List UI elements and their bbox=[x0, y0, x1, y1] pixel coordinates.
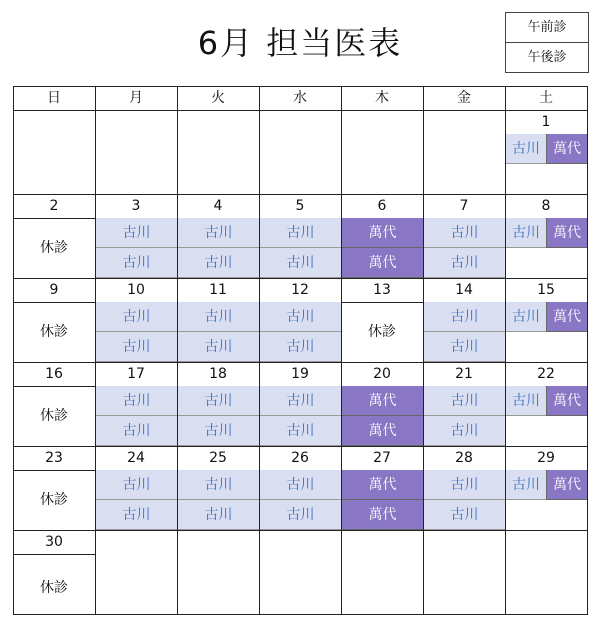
legend-morning: 午前診 bbox=[527, 20, 567, 35]
day-number: 18 bbox=[209, 366, 227, 382]
doctor-slot: 萬代 bbox=[341, 386, 423, 416]
doctor-slot: 萬代 bbox=[546, 218, 587, 248]
doctor-slot: 萬代 bbox=[546, 302, 587, 332]
doctor-slot: 古川 bbox=[95, 470, 177, 500]
doctor-slot: 古川 bbox=[505, 470, 546, 500]
doctor-slot: 古川 bbox=[177, 470, 259, 500]
doctor-slot: 萬代 bbox=[341, 470, 423, 500]
doctor-slot: 古川 bbox=[95, 248, 177, 278]
day-number: 29 bbox=[537, 450, 555, 466]
doctor-slot: 古川 bbox=[177, 386, 259, 416]
day-number: 13 bbox=[373, 282, 391, 298]
weekday-header: 水 bbox=[293, 90, 307, 106]
grid-row-line bbox=[13, 110, 588, 111]
grid-row-line bbox=[13, 86, 588, 87]
day-number: 25 bbox=[209, 450, 227, 466]
day-number: 11 bbox=[209, 282, 227, 298]
doctor-slot: 古川 bbox=[505, 386, 546, 416]
doctor-slot: 古川 bbox=[423, 218, 505, 248]
doctor-slot: 古川 bbox=[259, 500, 341, 530]
day-number: 6 bbox=[377, 198, 387, 214]
closed-label: 休診 bbox=[40, 240, 68, 256]
doctor-slot: 古川 bbox=[505, 302, 546, 332]
grid-row-line bbox=[13, 446, 588, 447]
doctor-slot: 古川 bbox=[177, 416, 259, 446]
grid-column-line bbox=[13, 86, 14, 615]
doctor-slot: 古川 bbox=[177, 500, 259, 530]
day-number: 30 bbox=[45, 534, 63, 550]
doctor-slot: 古川 bbox=[423, 386, 505, 416]
doctor-slot: 古川 bbox=[259, 470, 341, 500]
doctor-slot: 古川 bbox=[177, 248, 259, 278]
day-number: 27 bbox=[373, 450, 391, 466]
doctor-slot: 古川 bbox=[95, 386, 177, 416]
day-number: 5 bbox=[295, 198, 305, 214]
day-number: 8 bbox=[541, 198, 551, 214]
doctor-slot: 古川 bbox=[505, 218, 546, 248]
day-number: 17 bbox=[127, 366, 145, 382]
doctor-slot: 古川 bbox=[259, 302, 341, 332]
grid-row-line bbox=[13, 614, 588, 615]
doctor-slot: 古川 bbox=[177, 218, 259, 248]
doctor-slot: 古川 bbox=[423, 332, 505, 362]
closed-label: 休診 bbox=[40, 324, 68, 340]
grid-row-line bbox=[13, 278, 588, 279]
day-number: 22 bbox=[537, 366, 555, 382]
doctor-slot: 古川 bbox=[95, 416, 177, 446]
weekday-header: 木 bbox=[375, 90, 389, 106]
session-legend bbox=[505, 12, 589, 73]
calendar-grid bbox=[13, 86, 587, 615]
doctor-slot: 萬代 bbox=[341, 218, 423, 248]
grid-column-line bbox=[505, 86, 506, 615]
day-number: 10 bbox=[127, 282, 145, 298]
day-number: 2 bbox=[49, 198, 59, 214]
doctor-slot: 萬代 bbox=[546, 386, 587, 416]
doctor-slot: 古川 bbox=[505, 134, 546, 164]
weekday-header: 金 bbox=[457, 90, 471, 106]
doctor-slot: 古川 bbox=[95, 332, 177, 362]
doctor-slot: 古川 bbox=[259, 416, 341, 446]
grid-column-line bbox=[177, 86, 178, 615]
doctor-slot: 古川 bbox=[95, 302, 177, 332]
grid-row-line bbox=[13, 194, 588, 195]
closed-label: 休診 bbox=[40, 408, 68, 424]
doctor-slot: 古川 bbox=[259, 386, 341, 416]
day-number: 19 bbox=[291, 366, 309, 382]
day-number: 28 bbox=[455, 450, 473, 466]
day-number: 21 bbox=[455, 366, 473, 382]
doctor-slot: 古川 bbox=[259, 218, 341, 248]
day-number: 23 bbox=[45, 450, 63, 466]
closed-label: 休診 bbox=[368, 324, 396, 340]
day-number: 12 bbox=[291, 282, 309, 298]
doctor-slot: 古川 bbox=[259, 248, 341, 278]
weekday-header: 土 bbox=[539, 90, 553, 106]
doctor-slot: 古川 bbox=[95, 500, 177, 530]
doctor-slot: 古川 bbox=[95, 218, 177, 248]
weekday-header: 月 bbox=[129, 90, 143, 106]
weekday-header: 日 bbox=[47, 90, 61, 106]
day-number: 24 bbox=[127, 450, 145, 466]
doctor-slot: 萬代 bbox=[341, 500, 423, 530]
doctor-slot: 古川 bbox=[177, 332, 259, 362]
doctor-slot: 古川 bbox=[423, 500, 505, 530]
grid-column-line bbox=[423, 86, 424, 615]
day-number: 4 bbox=[213, 198, 223, 214]
doctor-slot: 古川 bbox=[259, 332, 341, 362]
doctor-slot: 古川 bbox=[423, 470, 505, 500]
doctor-slot: 萬代 bbox=[546, 470, 587, 500]
page-title: 6月 担当医表 bbox=[197, 24, 403, 62]
grid-column-line bbox=[587, 86, 588, 615]
doctor-slot: 古川 bbox=[177, 302, 259, 332]
day-number: 26 bbox=[291, 450, 309, 466]
closed-label: 休診 bbox=[40, 580, 68, 596]
day-number: 7 bbox=[459, 198, 469, 214]
grid-column-line bbox=[341, 86, 342, 615]
doctor-slot: 古川 bbox=[423, 416, 505, 446]
day-number: 9 bbox=[49, 282, 59, 298]
legend-afternoon: 午後診 bbox=[506, 42, 588, 72]
doctor-slot: 萬代 bbox=[546, 134, 587, 164]
grid-column-line bbox=[259, 86, 260, 615]
grid-column-line bbox=[95, 86, 96, 615]
day-number: 16 bbox=[45, 366, 63, 382]
doctor-slot: 古川 bbox=[423, 248, 505, 278]
doctor-slot: 古川 bbox=[423, 302, 505, 332]
day-number: 20 bbox=[373, 366, 391, 382]
grid-row-line bbox=[13, 362, 588, 363]
closed-label: 休診 bbox=[40, 492, 68, 508]
day-number: 15 bbox=[537, 282, 555, 298]
day-number: 14 bbox=[455, 282, 473, 298]
weekday-header: 火 bbox=[211, 90, 225, 106]
day-number: 1 bbox=[541, 114, 551, 130]
doctor-slot: 萬代 bbox=[341, 416, 423, 446]
day-number: 3 bbox=[131, 198, 141, 214]
grid-row-line bbox=[13, 530, 588, 531]
doctor-slot: 萬代 bbox=[341, 248, 423, 278]
